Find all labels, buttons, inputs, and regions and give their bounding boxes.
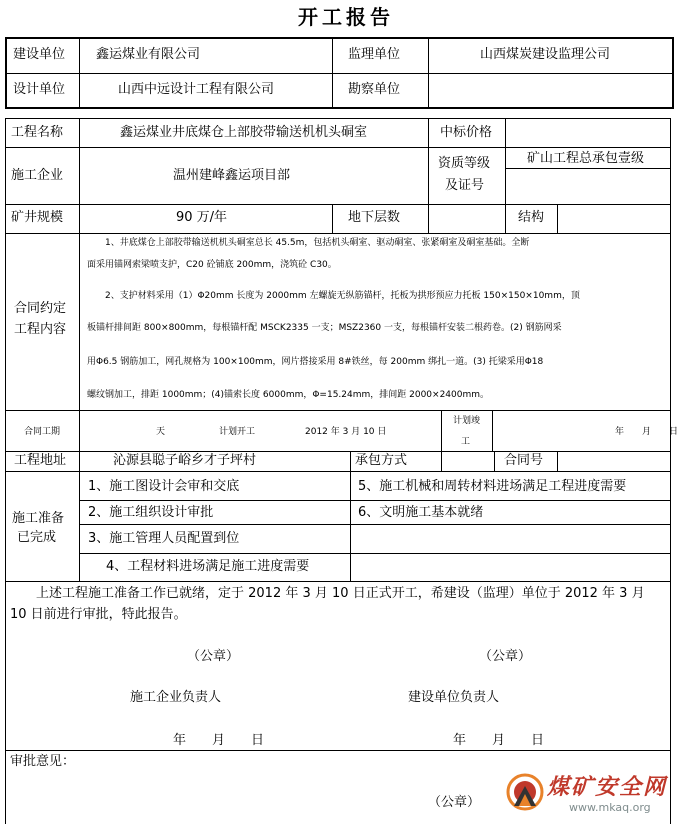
label-builder: 建设单位 [13, 47, 66, 62]
contract-content-line-2: 面采用锚网索梁喷支护，C20 砼铺底 200mm，浇筑砼 C30。 [87, 260, 337, 270]
contract-content-label-1: 合同约定 [14, 301, 67, 316]
prep-item-4: 4、工程材料进场满足施工进度需要 [106, 559, 310, 574]
prep-item-3: 3、施工管理人员配置到位 [88, 531, 240, 546]
mine-scale-value: 90 万/年 [176, 210, 228, 225]
label-designer: 设计单位 [13, 82, 66, 97]
qualification-label-1: 资质等级 [438, 156, 491, 171]
prep-label-1: 施工准备 [12, 511, 65, 526]
page-title: 开工报告 [298, 5, 394, 29]
underground-floors-label: 地下层数 [348, 210, 401, 225]
contract-content-label-2: 工程内容 [14, 322, 67, 337]
contractor-rep-label: 施工企业负责人 [130, 690, 222, 705]
approval-seal: （公章） [428, 795, 481, 810]
builder-rep-label: 建设单位负责人 [408, 690, 500, 705]
date-left: 年 月 日 [173, 733, 265, 748]
seal-left: （公章） [187, 649, 240, 664]
mine-scale-label: 矿井规模 [11, 210, 64, 225]
label-survey: 勘察单位 [348, 82, 401, 97]
prep-item-5: 5、施工机械和周转材料进场满足工程进度需要 [358, 479, 627, 494]
site-label: 工程地址 [14, 453, 67, 468]
structure-label: 结构 [518, 210, 545, 225]
contract-content-line-4: 板锚杆排间距 800×800mm，每根锚杆配 MSCK2335 一支；MSZ2360 一支，每根锚杆安装二根药卷。(2) 钢筋网采 [87, 323, 562, 333]
bid-price-label: 中标价格 [440, 125, 493, 140]
date-right: 年 月 日 [453, 733, 545, 748]
planned-finish-value: 年 月 日 [615, 427, 679, 437]
planned-start-label: 计划开工 [219, 427, 256, 437]
planned-finish-label-1: 计划竣 [453, 416, 481, 426]
contract-no-label: 合同号 [504, 453, 544, 468]
supervisor-value: 山西煤炭建设监理公司 [480, 47, 611, 62]
contract-period-unit: 天 [156, 427, 166, 437]
contractor-label: 施工企业 [11, 168, 64, 183]
contract-period-label: 合同工期 [24, 427, 61, 437]
watermark-url: www.mkaq.org [569, 801, 651, 814]
watermark-logo [503, 770, 679, 824]
report-line-2: 10 日前进行审批，特此报告。 [10, 607, 187, 622]
prep-label-2: 已完成 [17, 530, 57, 545]
mine-logo-icon [505, 772, 545, 816]
prep-item-2: 2、施工组织设计审批 [88, 505, 214, 520]
qualification-label-2: 及证号 [445, 178, 485, 193]
contractor-value: 温州建峰鑫运项目部 [173, 168, 291, 183]
builder-value: 鑫运煤业有限公司 [96, 47, 201, 62]
approval-label: 审批意见： [10, 754, 76, 769]
project-name-label: 工程名称 [11, 125, 64, 140]
report-line-1: 上述工程施工准备工作已就绪，定于 2012 年 3 月 10 日正式开工，希建设（监理）单位于 2012 年 3 月 [10, 586, 645, 601]
contract-mode-label: 承包方式 [355, 453, 408, 468]
planned-start-value: 2012 年 3 月 10 日 [305, 427, 387, 437]
site-value: 沁源县聪子峪乡才子坪村 [113, 453, 257, 468]
designer-value: 山西中远设计工程有限公司 [118, 82, 275, 97]
label-supervisor: 监理单位 [348, 47, 401, 62]
contract-content-line-3: 2、支护材料采用（1）Φ20mm 长度为 2000mm 左螺旋无纵筋锚杆，托板为拱形预应力托板 150×150×10mm，顶 [87, 291, 580, 301]
planned-finish-label-2: 工 [461, 437, 471, 447]
watermark-text: 煤矿安全网 [547, 775, 668, 800]
prep-item-1: 1、施工图设计会审和交底 [88, 479, 240, 494]
contract-content-line-5: 用Φ6.5 钢筋加工，网孔规格为 100×100mm，网片搭接采用 8#铁丝，每 200mm 绑扎一道。(3) 托梁采用Φ18 [87, 357, 544, 367]
seal-right: （公章） [479, 649, 532, 664]
contract-content-line-1: 1、井底煤仓上部胶带输送机机头硐室总长 45.5m，包括机头硐室、驱动硐室、张紧硐室及硐室基础。全断 [87, 238, 530, 248]
contract-content-line-6: 螺纹钢加工，排距 1000mm；(4)锚索长度 6000mm，Φ=15.24mm，排间距 2000×2400mm。 [87, 390, 490, 400]
prep-item-6: 6、文明施工基本就绪 [358, 505, 484, 520]
qualification-value: 矿山工程总承包壹级 [527, 151, 645, 166]
project-name-value: 鑫运煤业井底煤仓上部胶带输送机机头硐室 [120, 125, 368, 140]
